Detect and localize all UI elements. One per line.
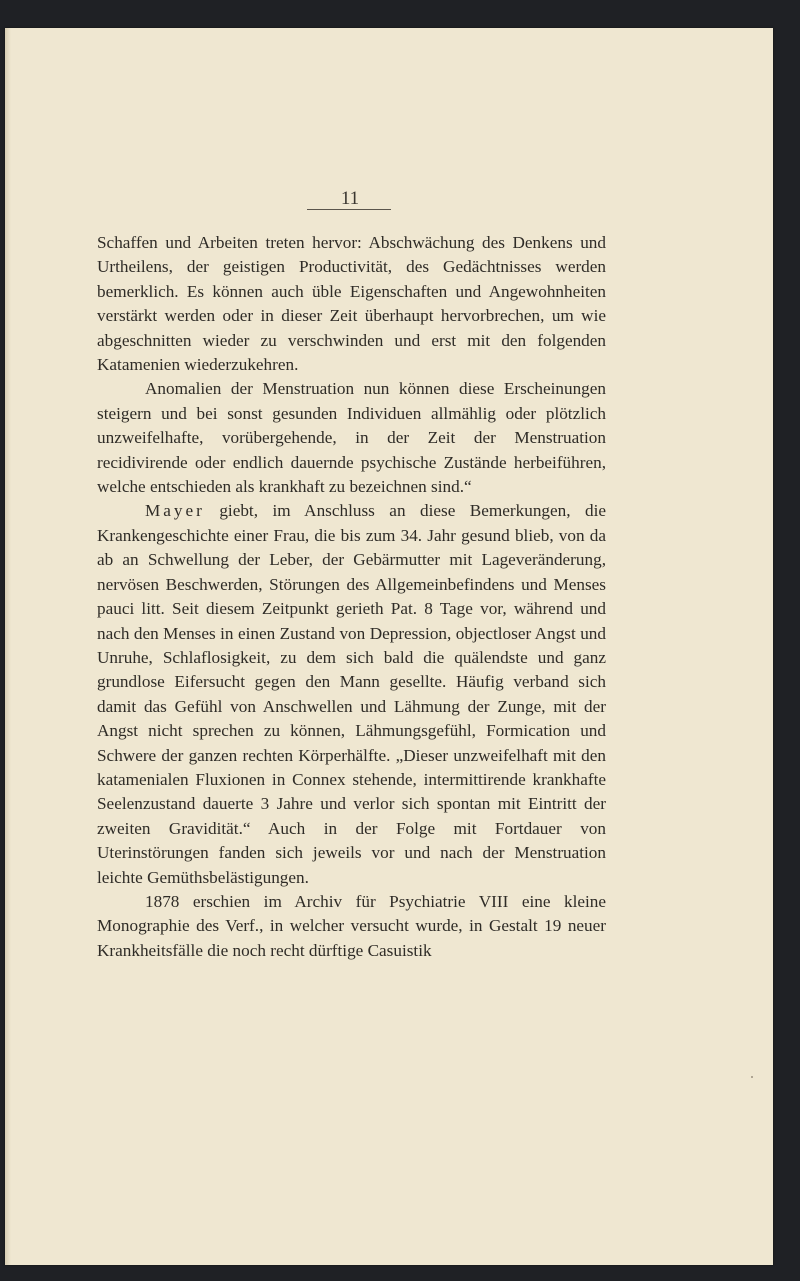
paragraph-4: 1878 erschien im Archiv für Psychiatrie VIII eine kleine Monographie des Verf., in welcher versucht wurde, in Gestalt 19 neuer Krankheitsfälle die noch recht dürftige Casuistik xyxy=(97,891,606,960)
paper-speck xyxy=(751,1076,753,1078)
paragraph-1: Schaffen und Arbeiten treten hervor: Abschwächung des Denkens und Urtheilens, der geistigen Productivität, des Gedächtnisses werden bemerklich. Es können auch üble Eigenschaften und Angewohnheiten verstärkt werden oder in dieser Zeit überhaupt hervorbrechen, um wie abgeschnitten wieder zu verschwinden und erst mit den folgenden Katamenien wiederzukehren. xyxy=(97,233,606,375)
paragraph-3-text: giebt, im Anschluss an diese Bemerkungen, die Krankengeschichte einer Frau, die bis zum 34. Jahr gesund blieb, von da ab an Schwellung der Leber, der Gebärmutter mit Lageveränderung, nervösen Beschwerden, Störungen des Allgemeinbefindens und Menses pauci litt. Seit diesem Zeitpunkt gerieth Pat. 8 Tage vor, während und nach den Menses in einen Zustand von Depression, objectloser Angst und Unruhe, Schlaflosigkeit, zu dem sich bald die quälendste und ganz grundlose Eifersucht gegen den Mann gesellte. Häufig verband sich damit das Gefühl von Anschwellen und Lähmung der Zunge, mit der Angst nicht sprechen zu können, Lähmungsgefühl, Formication und Schwere der ganzen rechten Körperhälfte. „Dieser unzweifelhaft mit den katamenialen Fluxionen in Connex stehende, intermittirende krankhafte Seelenzustand dauerte 3 Jahre und verlor sich spontan mit Eintritt der zweiten Gravidität.“ Auch in der Folge mit Fortdauer von Uterinstörungen fanden sich jeweils vor und nach der Menstruation leichte Gemüthsbelästigungen. xyxy=(97,501,606,887)
body-text xyxy=(97,231,606,963)
paragraph-2: Anomalien der Menstruation nun können diese Erscheinungen steigern und bei sonst gesunden Individuen allmählig oder plötzlich unzweifelhafte, vorübergehende, in der Zeit der Menstruation recidivirende oder endlich dauernde psychische Zustände herbeiführen, welche entschieden als krankhaft zu bezeichnen sind.“ xyxy=(97,379,606,497)
author-name: Mayer xyxy=(145,501,205,521)
paragraph-3 xyxy=(97,499,606,890)
page-edge xyxy=(5,28,11,1265)
book-page xyxy=(5,28,773,1265)
header-rule xyxy=(307,209,391,210)
page-number: 11 xyxy=(340,188,360,209)
